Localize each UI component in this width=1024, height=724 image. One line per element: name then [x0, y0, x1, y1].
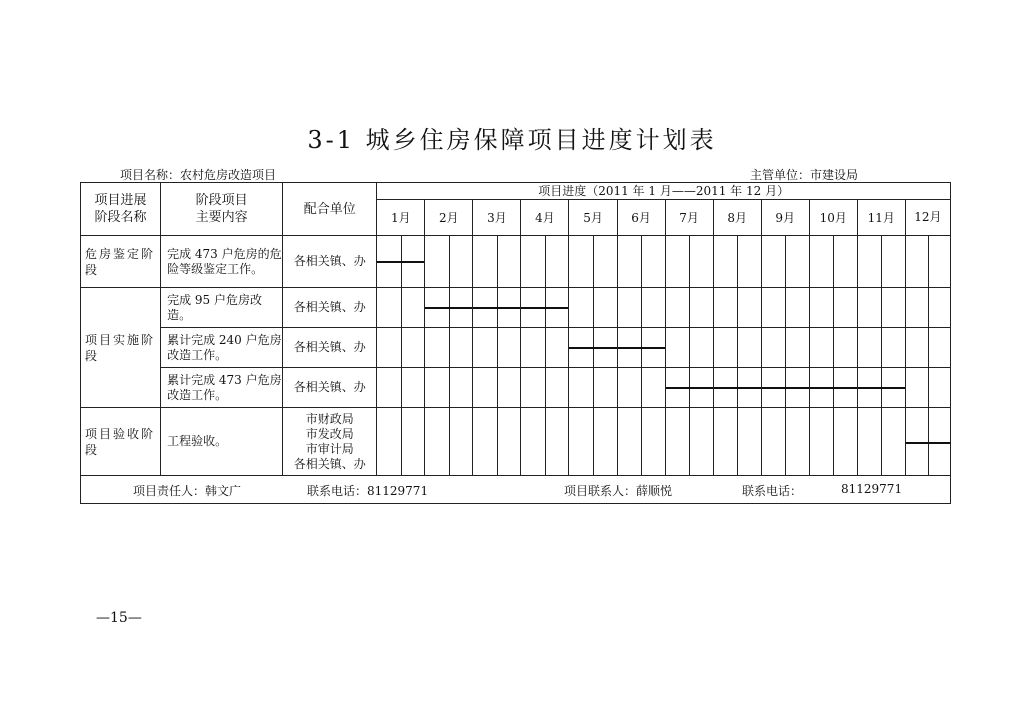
responsible-person: 项目责任人：韩文广: [133, 484, 242, 498]
footer-cell: [81, 476, 951, 504]
month-cell: [617, 408, 665, 476]
month-cell: [521, 236, 569, 288]
progress-plan-table: [80, 182, 951, 504]
half-month-divider: [928, 288, 929, 327]
half-month-divider: [593, 408, 594, 475]
month-cell: [761, 408, 809, 476]
stage-header-line1: 项目进展: [94, 193, 147, 208]
month-cell: [425, 368, 473, 408]
month-cell: [665, 328, 713, 368]
month-cell: [377, 288, 425, 328]
stage-content-cell: 完成 473 户危房的危险等级鉴定工作。: [161, 236, 283, 288]
half-month-divider: [497, 236, 498, 287]
progress-bar-segment: [858, 387, 905, 389]
half-month-divider: [401, 408, 402, 475]
month-cell: [857, 236, 905, 288]
month-cell: [569, 368, 617, 408]
project-name: 项目名称：农村危房改造项目: [120, 168, 277, 182]
month-cell: [905, 288, 950, 328]
stage-content-cell: 累计完成 240 户危房改造工作。: [161, 328, 283, 368]
month-cell: [425, 288, 473, 328]
month-cell: [713, 328, 761, 368]
progress-bar-segment: [473, 307, 520, 309]
half-month-divider: [545, 236, 546, 287]
stage-name-cell: 项目验收阶段: [81, 408, 161, 476]
month-cell: [809, 368, 857, 408]
contact-person: 项目联系人：薛顺悦: [564, 484, 673, 498]
month-cell: [665, 408, 713, 476]
cooperating-unit-cell: 各相关镇、办: [283, 236, 377, 288]
half-month-divider: [833, 236, 834, 287]
month-cell: [809, 408, 857, 476]
half-month-divider: [785, 236, 786, 287]
page-title: 3-1 城乡住房保障项目进度计划表: [307, 126, 717, 154]
month-cell: [905, 408, 950, 476]
half-month-divider: [928, 368, 929, 407]
progress-bar-segment: [618, 347, 665, 349]
page-number: —15—: [96, 610, 142, 626]
half-month-divider: [833, 288, 834, 327]
half-month-divider: [449, 236, 450, 287]
month-cell: [809, 328, 857, 368]
half-month-divider: [689, 236, 690, 287]
table-row: [81, 328, 951, 368]
month-cell: [377, 236, 425, 288]
month-cell: [569, 236, 617, 288]
half-month-divider: [497, 408, 498, 475]
month-cell: [665, 288, 713, 328]
half-month-divider: [689, 288, 690, 327]
month-header: 4月: [521, 200, 569, 236]
month-cell: [665, 368, 713, 408]
half-month-divider: [833, 408, 834, 475]
month-cell: [809, 236, 857, 288]
month-cell: [857, 408, 905, 476]
month-cell: [761, 236, 809, 288]
half-month-divider: [689, 328, 690, 367]
progress-bar-segment: [521, 307, 568, 309]
half-month-divider: [641, 408, 642, 475]
month-cell: [569, 288, 617, 328]
month-cell: [425, 236, 473, 288]
cooperating-unit-cell: 各相关镇、办: [283, 328, 377, 368]
half-month-divider: [833, 328, 834, 367]
month-cell: [617, 368, 665, 408]
half-month-divider: [641, 236, 642, 287]
half-month-divider: [881, 408, 882, 475]
half-month-divider: [449, 328, 450, 367]
month-header: 7月: [665, 200, 713, 236]
month-header: 2月: [425, 200, 473, 236]
month-cell: [617, 288, 665, 328]
month-cell: [521, 408, 569, 476]
progress-bar-segment: [810, 387, 857, 389]
stage-name-cell: 项目实施阶段: [81, 288, 161, 408]
month-cell: [857, 328, 905, 368]
half-month-divider: [785, 328, 786, 367]
half-month-divider: [737, 236, 738, 287]
stage-name-cell: 危房鉴定阶段: [81, 236, 161, 288]
half-month-divider: [497, 328, 498, 367]
month-cell: [521, 368, 569, 408]
half-month-divider: [593, 236, 594, 287]
table-row: [81, 288, 951, 328]
half-month-divider: [401, 368, 402, 407]
unit-header: 配合单位: [283, 183, 377, 236]
half-month-divider: [545, 328, 546, 367]
table-row: [81, 408, 951, 476]
month-cell: [473, 368, 521, 408]
month-cell: [713, 408, 761, 476]
month-cell: [377, 408, 425, 476]
progress-bar-segment: [906, 442, 950, 444]
progress-bar-segment: [569, 347, 616, 349]
month-cell: [905, 368, 950, 408]
month-cell: [857, 288, 905, 328]
half-month-divider: [737, 328, 738, 367]
phone-2: 81129771: [841, 482, 903, 496]
table-row: [81, 368, 951, 408]
supervisor-unit: 主管单位：市建设局: [750, 168, 859, 182]
month-cell: [473, 408, 521, 476]
month-cell: [809, 288, 857, 328]
footer-row: [81, 476, 951, 504]
phone-2-label: 联系电话：: [742, 484, 803, 498]
progress-header: 项目进度（2011 年 1 月——2011 年 12 月）: [377, 183, 951, 200]
month-header: 5月: [569, 200, 617, 236]
half-month-divider: [881, 288, 882, 327]
cooperating-unit-cell: 市财政局 市发改局 市审计局 各相关镇、办: [283, 408, 377, 476]
half-month-divider: [689, 408, 690, 475]
half-month-divider: [881, 328, 882, 367]
half-month-divider: [641, 288, 642, 327]
month-header: 10月: [809, 200, 857, 236]
progress-bar-segment: [425, 307, 472, 309]
month-cell: [713, 368, 761, 408]
half-month-divider: [497, 368, 498, 407]
half-month-divider: [785, 288, 786, 327]
month-cell: [905, 328, 950, 368]
progress-bar-segment: [666, 387, 713, 389]
progress-bar-segment: [377, 261, 424, 263]
cooperating-unit-cell: 各相关镇、办: [283, 288, 377, 328]
month-cell: [377, 328, 425, 368]
month-cell: [905, 236, 950, 288]
half-month-divider: [401, 328, 402, 367]
month-header: 8月: [713, 200, 761, 236]
month-cell: [713, 288, 761, 328]
half-month-divider: [593, 368, 594, 407]
month-cell: [761, 368, 809, 408]
half-month-divider: [928, 236, 929, 287]
month-cell: [761, 328, 809, 368]
half-month-divider: [881, 236, 882, 287]
month-cell: [473, 328, 521, 368]
phone-1: 联系电话：81129771: [307, 484, 429, 498]
progress-bar-segment: [714, 387, 761, 389]
month-cell: [761, 288, 809, 328]
stage-content-cell: 累计完成 473 户危房改造工作。: [161, 368, 283, 408]
month-cell: [857, 368, 905, 408]
stage-content-cell: 完成 95 户危房改造。: [161, 288, 283, 328]
month-cell: [617, 236, 665, 288]
progress-bar-segment: [762, 387, 809, 389]
half-month-divider: [545, 408, 546, 475]
month-cell: [521, 288, 569, 328]
month-cell: [665, 236, 713, 288]
half-month-divider: [928, 328, 929, 367]
table-row: [81, 236, 951, 288]
month-cell: [425, 408, 473, 476]
content-header-line2: 主要内容: [195, 210, 248, 225]
stage-content-cell: 工程验收。: [161, 408, 283, 476]
month-header: 9月: [761, 200, 809, 236]
month-cell: [377, 368, 425, 408]
month-header: 1月: [377, 200, 425, 236]
month-cell: [473, 288, 521, 328]
month-cell: [569, 408, 617, 476]
month-cell: [569, 328, 617, 368]
half-month-divider: [593, 288, 594, 327]
month-cell: [473, 236, 521, 288]
stage-header-line2: 阶段名称: [94, 210, 147, 225]
month-cell: [521, 328, 569, 368]
content-header: [161, 183, 283, 236]
month-header: 12月: [905, 200, 950, 236]
half-month-divider: [737, 408, 738, 475]
half-month-divider: [449, 368, 450, 407]
half-month-divider: [401, 288, 402, 327]
half-month-divider: [449, 408, 450, 475]
half-month-divider: [545, 368, 546, 407]
half-month-divider: [785, 408, 786, 475]
month-header: 11月: [857, 200, 905, 236]
content-header-line1: 阶段项目: [195, 193, 248, 208]
month-cell: [617, 328, 665, 368]
stage-header: [81, 183, 161, 236]
month-cell: [713, 236, 761, 288]
cooperating-unit-cell: 各相关镇、办: [283, 368, 377, 408]
header-row: [81, 183, 951, 200]
month-cell: [425, 328, 473, 368]
month-header: 3月: [473, 200, 521, 236]
month-header: 6月: [617, 200, 665, 236]
half-month-divider: [737, 288, 738, 327]
half-month-divider: [641, 368, 642, 407]
